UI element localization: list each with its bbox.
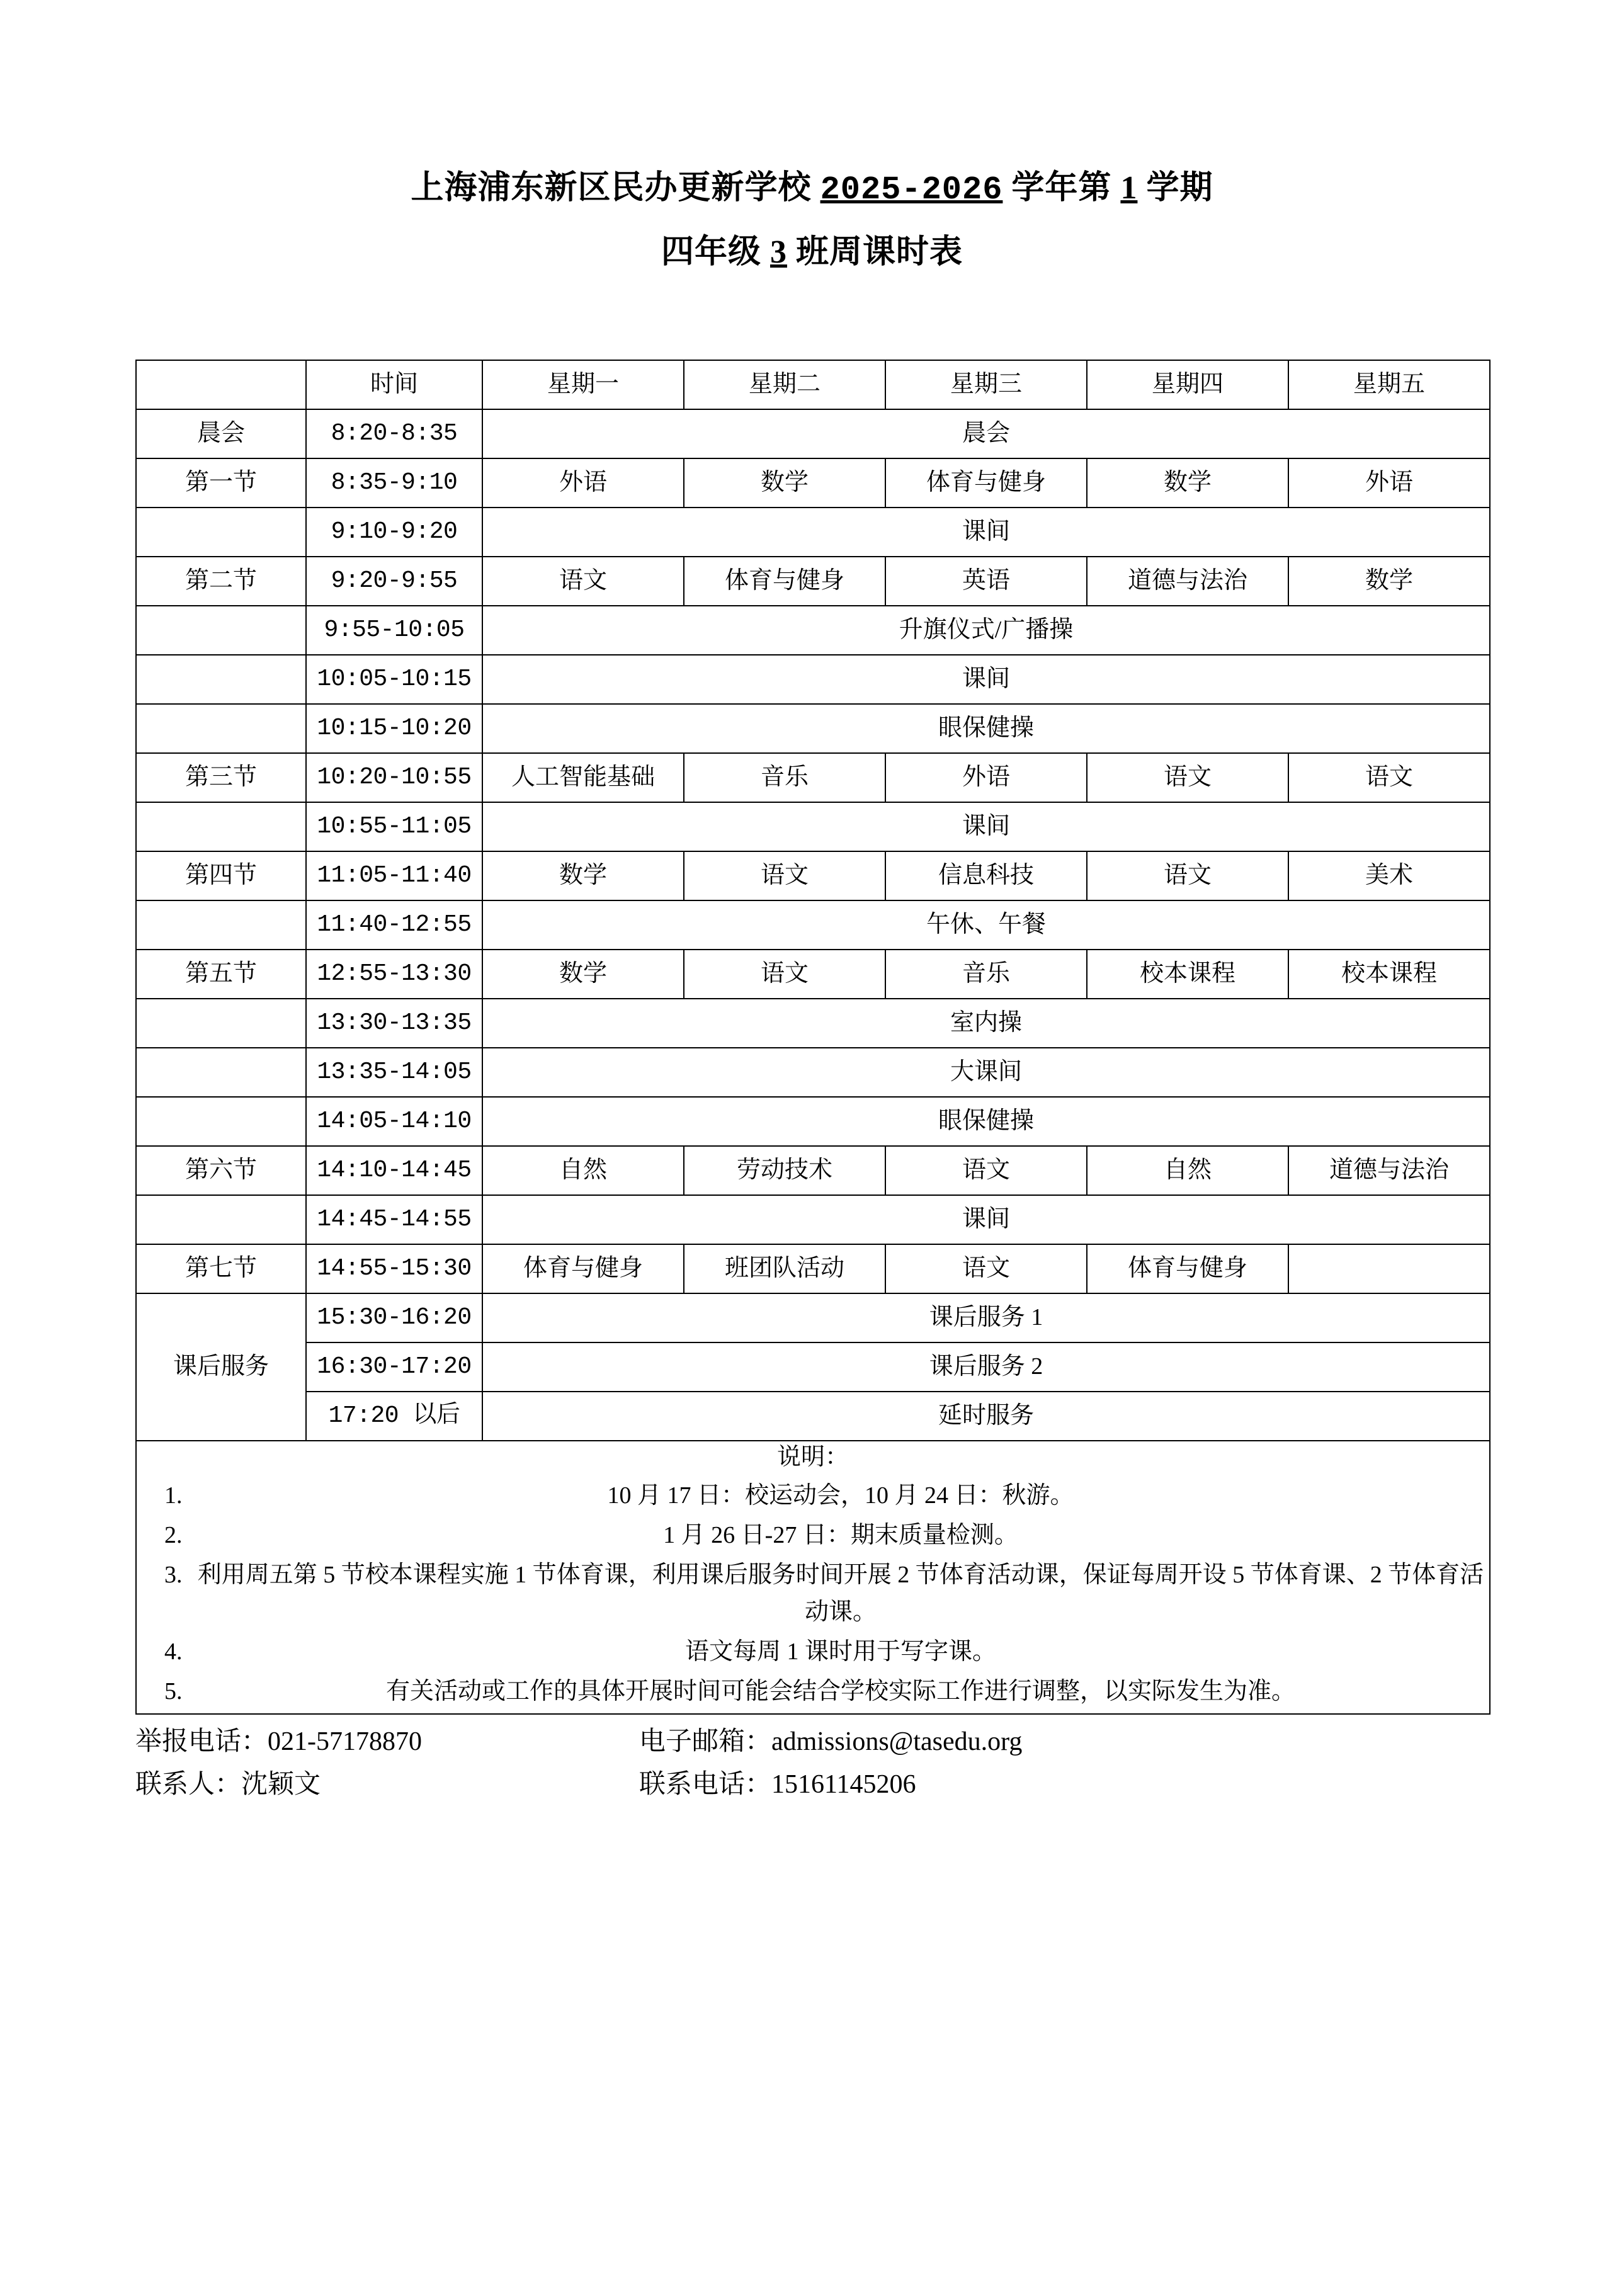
row-period: 第五节 <box>136 950 306 999</box>
row-time: 10:20-10:55 <box>306 753 482 802</box>
row-subject: 数学 <box>482 950 684 999</box>
notes-title: 说明： <box>776 1443 849 1470</box>
table-row <box>136 508 1490 557</box>
row-time: 17:20 以后 <box>306 1392 482 1441</box>
row-span-activity: 课间 <box>482 655 1490 704</box>
row-period: 第六节 <box>136 1146 306 1195</box>
row-time: 10:55-11:05 <box>306 802 482 851</box>
document-title-line-2 <box>135 222 1489 284</box>
document-title-line-1 <box>135 157 1489 222</box>
notes-row <box>136 1441 1490 1715</box>
table-row <box>136 1392 1490 1441</box>
row-subject: 英语 <box>885 557 1087 606</box>
table-row <box>136 1195 1490 1244</box>
table-row <box>136 1342 1490 1392</box>
row-time: 8:35-9:10 <box>306 458 482 508</box>
row-span-activity: 大课间 <box>482 1048 1490 1097</box>
row-subject: 语文 <box>1087 753 1288 802</box>
row-span-activity: 晨会 <box>482 409 1490 458</box>
row-period: 第一节 <box>136 458 306 508</box>
row-span-activity: 眼保健操 <box>482 704 1490 753</box>
table-row <box>136 409 1490 458</box>
header-day-thursday: 星期四 <box>1087 360 1288 409</box>
row-subject: 语文 <box>885 1244 1087 1293</box>
table-row <box>136 1146 1490 1195</box>
row-span-activity: 升旗仪式/广播操 <box>482 606 1490 655</box>
row-subject: 音乐 <box>684 753 885 802</box>
row-subject: 信息科技 <box>885 851 1087 900</box>
row-subject: 道德与法治 <box>1288 1146 1490 1195</box>
row-period <box>136 1097 306 1146</box>
header-time: 时间 <box>306 360 482 409</box>
note-item: 3. 利用周五第 5 节校本课程实施 1 节体育课，利用课后服务时间开展 2 节体育活动课，保证每周开设 5 节体育课、2 节体育活动课。 <box>188 1557 1487 1631</box>
table-row <box>136 999 1490 1048</box>
row-time: 14:05-14:10 <box>306 1097 482 1146</box>
row-subject: 劳动技术 <box>684 1146 885 1195</box>
row-subject: 外语 <box>1288 458 1490 508</box>
header-day-tuesday: 星期二 <box>684 360 885 409</box>
row-time: 10:15-10:20 <box>306 704 482 753</box>
row-span-activity: 课间 <box>482 508 1490 557</box>
table-row <box>136 1244 1490 1293</box>
row-subject: 数学 <box>684 458 885 508</box>
row-subject: 校本课程 <box>1288 950 1490 999</box>
table-row <box>136 802 1490 851</box>
table-row <box>136 606 1490 655</box>
row-period-after-school: 课后服务 <box>136 1293 306 1441</box>
row-subject: 自然 <box>482 1146 684 1195</box>
header-day-monday: 星期一 <box>482 360 684 409</box>
table-row <box>136 1048 1490 1097</box>
title-block <box>135 157 1489 284</box>
row-subject: 音乐 <box>885 950 1087 999</box>
row-subject: 语文 <box>1288 753 1490 802</box>
table-row <box>136 458 1490 508</box>
title-term-number: 1 <box>1120 170 1138 206</box>
row-period <box>136 655 306 704</box>
row-time: 12:55-13:30 <box>306 950 482 999</box>
title-class-number: 3 <box>770 234 787 270</box>
table-row <box>136 655 1490 704</box>
row-time: 13:30-13:35 <box>306 999 482 1048</box>
row-period <box>136 704 306 753</box>
row-subject <box>1288 1244 1490 1293</box>
row-span-activity: 课后服务 1 <box>482 1293 1490 1342</box>
title-school-year: 2025-2026 <box>820 171 1003 208</box>
notes-list <box>139 1477 1487 1710</box>
table-row <box>136 704 1490 753</box>
row-time: 8:20-8:35 <box>306 409 482 458</box>
title-grade-suffix: 班周课时表 <box>787 234 963 270</box>
row-span-activity: 课间 <box>482 1195 1490 1244</box>
report-phone: 举报电话：021-57178870 <box>135 1727 422 1757</box>
header-day-wednesday: 星期三 <box>885 360 1087 409</box>
row-subject: 外语 <box>885 753 1087 802</box>
row-subject: 语文 <box>684 851 885 900</box>
row-period <box>136 900 306 950</box>
table-row <box>136 753 1490 802</box>
row-subject: 语文 <box>885 1146 1087 1195</box>
title-school-prefix: 上海浦东新区民办更新学校 <box>411 170 821 206</box>
row-subject: 体育与健身 <box>482 1244 684 1293</box>
contact-row-1 <box>135 1721 1489 1763</box>
title-term-mid: 学年第 <box>1002 170 1121 206</box>
table-header-row <box>136 360 1490 409</box>
row-time: 9:20-9:55 <box>306 557 482 606</box>
header-corner <box>136 360 306 409</box>
note-item: 1. 10 月 17 日：校运动会，10 月 24 日：秋游。 <box>188 1477 1487 1514</box>
row-period: 第七节 <box>136 1244 306 1293</box>
row-subject: 道德与法治 <box>1087 557 1288 606</box>
row-period: 第二节 <box>136 557 306 606</box>
row-time: 10:05-10:15 <box>306 655 482 704</box>
header-day-friday: 星期五 <box>1288 360 1490 409</box>
row-time: 13:35-14:05 <box>306 1048 482 1097</box>
contact-phone: 联系电话：15161145206 <box>639 1769 916 1799</box>
row-time: 11:40-12:55 <box>306 900 482 950</box>
row-period: 第三节 <box>136 753 306 802</box>
row-time: 15:30-16:20 <box>306 1293 482 1342</box>
weekly-schedule-table <box>135 360 1491 1715</box>
row-time: 14:10-14:45 <box>306 1146 482 1195</box>
row-period: 第四节 <box>136 851 306 900</box>
row-span-activity: 延时服务 <box>482 1392 1490 1441</box>
contact-person: 联系人：沈颖文 <box>135 1769 321 1799</box>
row-span-activity: 课间 <box>482 802 1490 851</box>
row-period <box>136 606 306 655</box>
row-subject: 数学 <box>1288 557 1490 606</box>
contact-row-2 <box>135 1764 1489 1806</box>
row-subject: 体育与健身 <box>684 557 885 606</box>
row-span-activity: 室内操 <box>482 999 1490 1048</box>
row-period: 晨会 <box>136 409 306 458</box>
row-time: 9:10-9:20 <box>306 508 482 557</box>
notes-block <box>136 1441 1490 1715</box>
note-item: 4. 语文每周 1 课时用于写字课。 <box>188 1633 1487 1671</box>
table-row <box>136 1293 1490 1342</box>
row-subject: 美术 <box>1288 851 1490 900</box>
row-time: 16:30-17:20 <box>306 1342 482 1392</box>
title-grade-prefix: 四年级 <box>661 234 770 270</box>
row-time: 14:45-14:55 <box>306 1195 482 1244</box>
title-term-suffix: 学期 <box>1137 170 1213 206</box>
email-address: 电子邮箱：admissions@tasedu.org <box>639 1727 1023 1757</box>
note-item: 2. 1 月 26 日-27 日：期末质量检测。 <box>188 1517 1487 1554</box>
table-row <box>136 851 1490 900</box>
table-row <box>136 900 1490 950</box>
row-subject: 外语 <box>482 458 684 508</box>
row-period <box>136 508 306 557</box>
row-span-activity: 课后服务 2 <box>482 1342 1490 1392</box>
row-period <box>136 999 306 1048</box>
row-subject: 数学 <box>482 851 684 900</box>
row-span-activity: 眼保健操 <box>482 1097 1490 1146</box>
row-subject: 体育与健身 <box>885 458 1087 508</box>
row-subject: 数学 <box>1087 458 1288 508</box>
table-row <box>136 1097 1490 1146</box>
row-time: 14:55-15:30 <box>306 1244 482 1293</box>
row-subject: 语文 <box>1087 851 1288 900</box>
row-period <box>136 1195 306 1244</box>
row-time: 11:05-11:40 <box>306 851 482 900</box>
row-subject: 校本课程 <box>1087 950 1288 999</box>
row-span-activity: 午休、午餐 <box>482 900 1490 950</box>
row-subject: 自然 <box>1087 1146 1288 1195</box>
row-subject: 语文 <box>684 950 885 999</box>
row-period <box>136 1048 306 1097</box>
row-period <box>136 802 306 851</box>
note-item: 5. 有关活动或工作的具体开展时间可能会结合学校实际工作进行调整，以实际发生为准。 <box>188 1673 1487 1710</box>
row-time: 9:55-10:05 <box>306 606 482 655</box>
row-subject: 体育与健身 <box>1087 1244 1288 1293</box>
table-row <box>136 557 1490 606</box>
row-subject: 语文 <box>482 557 684 606</box>
table-row <box>136 950 1490 999</box>
row-subject: 人工智能基础 <box>482 753 684 802</box>
contact-block <box>135 1721 1489 1805</box>
row-subject: 班团队活动 <box>684 1244 885 1293</box>
